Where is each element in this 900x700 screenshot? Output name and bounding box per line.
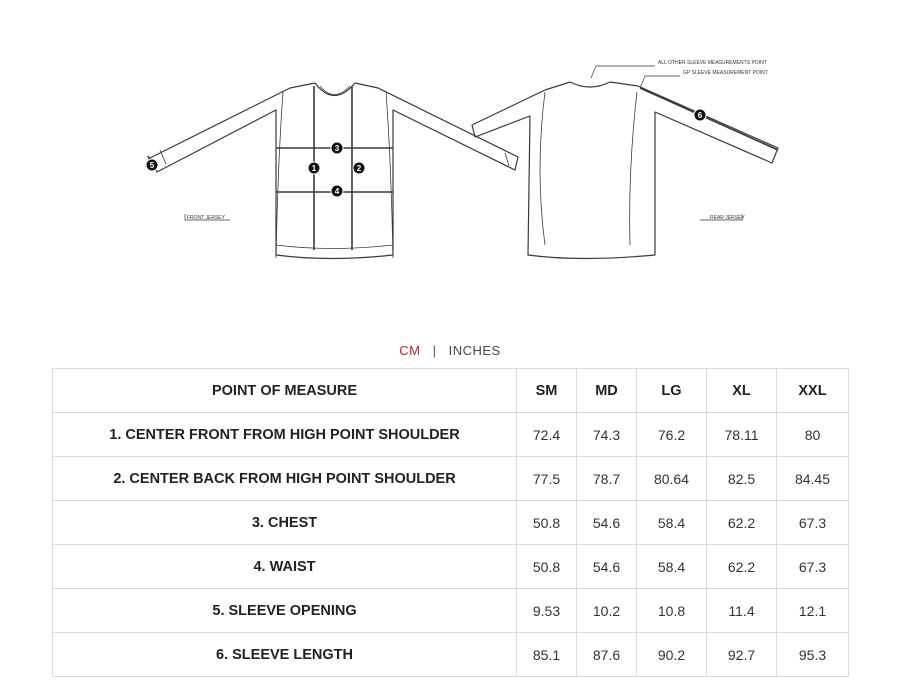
cell-value: 58.4: [637, 545, 707, 589]
cell-value: 90.2: [637, 633, 707, 677]
table-row: [53, 545, 849, 589]
table-row: [53, 589, 849, 633]
table-row: [53, 457, 849, 501]
table-row: [53, 501, 849, 545]
cell-value: 67.3: [777, 501, 849, 545]
marker-5-label: 5: [149, 161, 155, 170]
unit-separator: |: [432, 343, 437, 358]
callout-gp-sleeve: GP SLEEVE MEASUREMENT POINT: [683, 70, 768, 76]
table-row: [53, 413, 849, 457]
row-label: 6. SLEEVE LENGTH: [53, 633, 517, 677]
marker-3-label: 3: [334, 144, 340, 153]
rear-jersey-drawing: [472, 66, 778, 259]
unit-cm-option[interactable]: CM: [399, 343, 421, 358]
cell-value: 87.6: [577, 633, 637, 677]
cell-value: 67.3: [777, 545, 849, 589]
header-size-sm: SM: [517, 369, 577, 413]
cell-value: 62.2: [707, 545, 777, 589]
header-size-xxl: XXL: [777, 369, 849, 413]
cell-value: 50.8: [517, 545, 577, 589]
unit-toggle: [0, 343, 900, 358]
header-size-xl: XL: [707, 369, 777, 413]
callout-all-sleeves: ALL OTHER SLEEVE MEASUREMENTS POINT: [658, 60, 767, 66]
marker-1-label: 1: [311, 164, 317, 173]
cell-value: 9.53: [517, 589, 577, 633]
table-row: [53, 633, 849, 677]
cell-value: 80.64: [637, 457, 707, 501]
row-label: 3. CHEST: [53, 501, 517, 545]
row-label: 5. SLEEVE OPENING: [53, 589, 517, 633]
cell-value: 74.3: [577, 413, 637, 457]
front-jersey-label: FRONT JERSEY: [187, 215, 225, 221]
header-size-lg: LG: [637, 369, 707, 413]
cell-value: 92.7: [707, 633, 777, 677]
cell-value: 54.6: [577, 501, 637, 545]
unit-inches-option[interactable]: INCHES: [448, 343, 501, 358]
cell-value: 11.4: [707, 589, 777, 633]
marker-2-label: 2: [356, 164, 362, 173]
cell-value: 80: [777, 413, 849, 457]
cell-value: 85.1: [517, 633, 577, 677]
jersey-diagram: [0, 0, 900, 300]
marker-6-label: 6: [697, 111, 703, 120]
cell-value: 12.1: [777, 589, 849, 633]
cell-value: 54.6: [577, 545, 637, 589]
cell-value: 84.45: [777, 457, 849, 501]
cell-value: 10.2: [577, 589, 637, 633]
size-chart-table: [52, 368, 849, 677]
cell-value: 72.4: [517, 413, 577, 457]
table-header-row: [53, 369, 849, 413]
row-label: 2. CENTER BACK FROM HIGH POINT SHOULDER: [53, 457, 517, 501]
cell-value: 62.2: [707, 501, 777, 545]
cell-value: 95.3: [777, 633, 849, 677]
cell-value: 78.7: [577, 457, 637, 501]
cell-value: 50.8: [517, 501, 577, 545]
row-label: 1. CENTER FRONT FROM HIGH POINT SHOULDER: [53, 413, 517, 457]
rear-jersey-label: REAR JERSEY: [710, 215, 745, 221]
header-point-of-measure: POINT OF MEASURE: [53, 369, 517, 413]
header-size-md: MD: [577, 369, 637, 413]
cell-value: 82.5: [707, 457, 777, 501]
cell-value: 10.8: [637, 589, 707, 633]
cell-value: 58.4: [637, 501, 707, 545]
cell-value: 77.5: [517, 457, 577, 501]
front-jersey-drawing: [148, 83, 518, 259]
cell-value: 78.11: [707, 413, 777, 457]
cell-value: 76.2: [637, 413, 707, 457]
row-label: 4. WAIST: [53, 545, 517, 589]
marker-4-label: 4: [334, 187, 340, 196]
